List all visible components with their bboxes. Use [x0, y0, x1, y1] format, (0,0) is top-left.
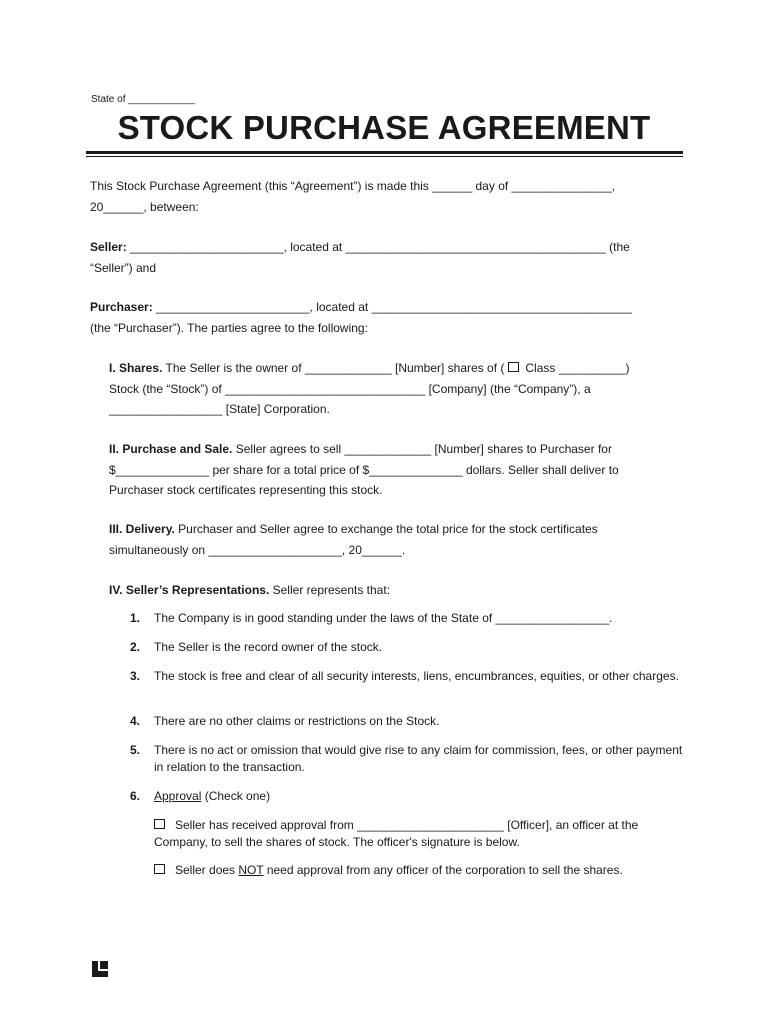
- approval-label-rest: (Check one): [201, 789, 271, 803]
- document-title: STOCK PURCHASE AGREEMENT: [117, 109, 651, 146]
- list-item-text: [154, 788, 684, 805]
- purchaser-line-1-text: _______________________, located at _______________________________________: [152, 300, 632, 314]
- shares-line-1-text-b: Class __________): [525, 361, 630, 375]
- delivery-line-1-text: Purchaser and Seller agree to exchange the total price for the stock certificates: [174, 522, 598, 536]
- list-item-text: The Company is in good standing under the laws of the State of _________________.: [154, 611, 613, 625]
- title-rule-thick: [86, 151, 683, 154]
- intro-line-1: This Stock Purchase Agreement (this “Agreement”) is made this ______ day of _______________,: [90, 179, 615, 193]
- class-checkbox[interactable]: [508, 362, 519, 372]
- section-shares: [109, 358, 689, 420]
- section-delivery: [109, 519, 689, 560]
- sale-line-2: $______________ per share for a total price of $______________ dollars. Seller shall deliver to: [109, 462, 619, 477]
- sale-heading: II. Purchase and Sale.: [109, 442, 233, 456]
- list-item-text: The Seller is the record owner of the stock.: [154, 640, 383, 654]
- sale-line-1-text: Seller agrees to sell _____________ [Number] shares to Purchaser for: [232, 442, 612, 456]
- reps-heading: IV. Seller’s Representations.: [109, 583, 270, 597]
- list-item-text: There are no other claims or restrictions on the Stock.: [154, 714, 440, 728]
- approval-received-line-1: Seller has received approval from ______________________ [Officer], an officer at the: [175, 818, 639, 832]
- shares-line-2: Stock (the “Stock”) of ______________________________ [Company] (the “Company”), a: [109, 381, 591, 396]
- shares-line-1: [109, 358, 689, 379]
- section-representations: [109, 580, 689, 601]
- approval-received-line-2: Company, to sell the shares of stock. The officer's signature is below.: [154, 835, 520, 849]
- state-line: State of ____________: [91, 94, 195, 105]
- list-item-text: The stock is free and clear of all security interests, liens, encumbrances, equities, or other charges.: [154, 669, 679, 683]
- approval-label: Approval: [154, 789, 202, 803]
- approval-not-needed-text-a: Seller does: [175, 863, 239, 877]
- approval-option-received: [154, 817, 684, 851]
- list-item-number: 3.: [130, 669, 141, 683]
- purchaser-paragraph: [90, 297, 690, 338]
- approval-option-not-needed: [154, 862, 684, 879]
- section-purchase-sale: [109, 439, 689, 501]
- list-item-number: 1.: [130, 611, 141, 625]
- purchaser-line-2: (the “Purchaser”). The parties agree to the following:: [90, 320, 368, 335]
- seller-line-2: “Seller”) and: [90, 260, 157, 275]
- title-rule-thin: [86, 156, 683, 157]
- purchaser-line-1: [90, 297, 690, 318]
- seller-paragraph: [90, 237, 690, 278]
- reps-intro-text: Seller represents that:: [269, 583, 391, 597]
- shares-heading: I. Shares.: [109, 361, 163, 375]
- approval-not-needed-checkbox[interactable]: [154, 864, 165, 874]
- sale-line-1: [109, 439, 689, 460]
- document-brand-logo-icon: [91, 960, 109, 978]
- approval-not-emphasis: NOT: [238, 863, 264, 877]
- seller-label: Seller:: [90, 240, 127, 254]
- intro-line-2: 20______, between:: [90, 199, 199, 214]
- delivery-line-1: [109, 519, 689, 540]
- seller-line-1-text: _______________________, located at _______________________________________ (the: [126, 240, 630, 254]
- sale-line-3: Purchaser stock certificates representing this stock.: [109, 483, 383, 497]
- list-item-text: There is no act or omission that would give rise to any claim for commission, fees, or other payment in relation to the transaction.: [154, 743, 683, 774]
- list-item-number: 6.: [130, 789, 141, 803]
- shares-line-3: _________________ [State] Corporation.: [109, 402, 330, 416]
- approval-received-checkbox[interactable]: [154, 819, 165, 829]
- intro-paragraph: [90, 176, 690, 217]
- list-item-number: 5.: [130, 743, 141, 757]
- seller-line-1: [90, 237, 690, 258]
- list-item-number: 2.: [130, 640, 141, 654]
- list-item-number: 4.: [130, 714, 141, 728]
- approval-not-needed-text-b: need approval from any officer of the corporation to sell the shares.: [263, 863, 623, 877]
- delivery-line-2: simultaneously on ____________________, 20______.: [109, 542, 406, 557]
- purchaser-label: Purchaser:: [90, 300, 153, 314]
- delivery-heading: III. Delivery.: [109, 522, 175, 536]
- shares-line-1-text-a: The Seller is the owner of _____________ [Number] shares of (: [162, 361, 505, 375]
- reps-intro-line: [109, 580, 689, 601]
